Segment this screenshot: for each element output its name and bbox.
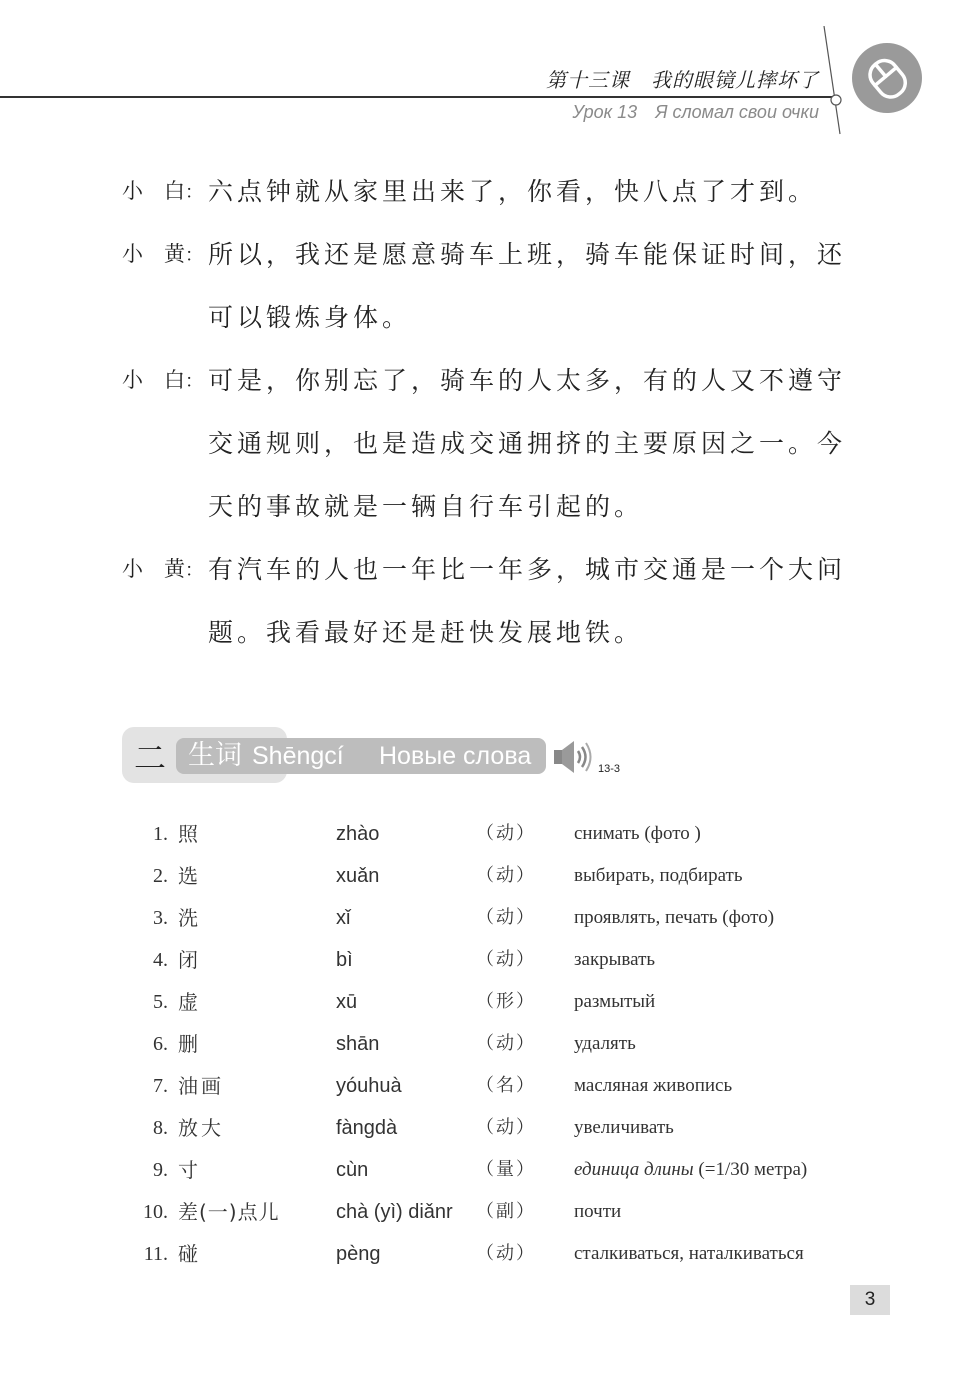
speaker-label: 小 白： [122,179,203,203]
dialogue-text: 六点钟就从家里出来了，你看，快八点了才到。 [208,177,818,206]
vocab-row [130,897,850,939]
dialogue [122,160,852,664]
vocab-translation: закрывать [574,949,656,970]
vocab-row [130,1233,850,1275]
vocab-pinyin: bì [336,949,353,971]
vocab-number: 3. [153,907,168,929]
vocab-row [130,1065,850,1107]
vocab-row [130,855,850,897]
vocab-word: 差(一)点儿 [178,1200,280,1224]
vocab-pinyin: xǐ [336,907,351,929]
speaker-icon[interactable] [552,738,594,776]
vocab-pos: （动） [476,1243,536,1264]
vocab-translation: снимать (фото ) [574,823,701,844]
vocab-number: 2. [153,865,168,887]
vocab-pos: （形） [476,991,536,1012]
vocab-word: 照 [178,822,201,846]
vocab-translation: сталкиваться, наталкиваться [574,1243,804,1264]
vocab-translation: выбирать, подбирать [574,865,743,886]
header-rule [0,96,832,98]
audio-track-code: 13-3 [598,763,621,775]
dialogue-text: 可以锻炼身体。 [208,303,412,332]
lesson-title-ru [572,102,819,123]
vocab-translation: почти [574,1201,622,1222]
vocab-translation: удалять [574,1033,636,1054]
mouse-icon [816,26,936,136]
vocab-translation: единица длины (=1/30 метра) [574,1159,808,1180]
vocab-translation: проявлять, печать (фото) [574,907,775,928]
vocab-pos: （动） [476,907,536,928]
vocab-pos: （动） [476,1033,536,1054]
vocab-pinyin: fàngdà [336,1117,398,1139]
vocab-row [130,1023,850,1065]
dialogue-text: 天的事故就是一辆自行车引起的。 [208,492,644,521]
dialogue-line [122,160,852,223]
vocab-pos: （动） [476,865,536,886]
dialogue-line [122,349,852,412]
vocab-translation: увеличивать [574,1117,674,1138]
dialogue-line [122,538,852,601]
vocab-row [130,813,850,855]
section-title-pinyin: Shēngcí [252,742,344,770]
vocab-translation: масляная живопись [574,1075,733,1096]
vocab-word: 碰 [178,1242,201,1266]
dialogue-text: 可是，你别忘了，骑车的人太多，有的人又不遵守 [208,366,847,395]
lesson-title-cn: 第十三课 我的眼镜儿摔坏了 [546,68,819,92]
lesson-number-ru: Урок 13 [572,102,638,122]
dialogue-line [122,475,852,538]
vocab-row [130,981,850,1023]
vocab-pos: （动） [476,1117,536,1138]
vocab-pinyin: cùn [336,1159,369,1181]
dialogue-line [122,223,852,286]
vocab-number: 9. [153,1159,168,1181]
vocab-number: 5. [153,991,168,1013]
vocab-word: 洗 [178,906,201,930]
lesson-name-ru: Я сломал свои очки [655,102,819,122]
vocab-number: 7. [153,1075,168,1097]
vocab-word: 放大 [178,1116,224,1140]
vocab-word: 寸 [178,1158,201,1182]
vocab-row [130,1107,850,1149]
vocab-number: 8. [153,1117,168,1139]
vocab-list [130,813,850,1275]
dialogue-line [122,601,852,664]
vocab-translation: размытый [574,991,656,1012]
vocab-pinyin: yóuhuà [336,1075,402,1097]
speaker-label: 小 黄： [122,557,203,581]
vocab-row [130,939,850,981]
vocab-pos: （量） [476,1159,536,1180]
dialogue-text: 题。我看最好还是赶快发展地铁。 [208,618,644,647]
dialogue-text: 有汽车的人也一年比一年多，城市交通是一个大问 [208,555,847,584]
dialogue-text: 所以，我还是愿意骑车上班，骑车能保证时间，还 [208,240,847,269]
section-title-cn: 生词 [188,740,242,771]
vocab-pos: （副） [476,1201,536,1222]
dialogue-line [122,286,852,349]
vocab-pinyin: chà (yì) diǎnr [336,1201,453,1223]
dialogue-text: 交通规则，也是造成交通拥挤的主要原因之一。今 [208,429,847,458]
vocab-pinyin: zhào [336,823,380,845]
vocab-pinyin: xuǎn [336,865,380,887]
speaker-label: 小 白： [122,368,203,392]
vocab-word: 闭 [178,948,201,972]
vocab-row [130,1149,850,1191]
vocab-number: 11. [143,1243,168,1265]
speaker-label: 小 黄： [122,242,203,266]
vocab-number: 1. [153,823,168,845]
vocab-pos: （名） [476,1075,536,1096]
vocab-word: 虚 [178,990,201,1014]
vocab-pinyin: xū [336,991,358,1013]
vocab-number: 6. [153,1033,168,1055]
section-title-ru: Новые слова [379,742,532,770]
vocab-word: 选 [178,864,201,888]
vocab-number: 10. [143,1201,168,1223]
dialogue-line [122,412,852,475]
vocab-word: 油画 [178,1074,224,1098]
vocab-pos: （动） [476,823,536,844]
section-number: 二 [134,739,167,777]
vocab-pinyin: shān [336,1033,380,1055]
vocab-number: 4. [153,949,168,971]
vocab-pos: （动） [476,949,536,970]
vocab-word: 删 [178,1032,201,1056]
page-number: 3 [850,1285,890,1315]
vocab-pinyin: pèng [336,1243,381,1265]
vocab-row [130,1191,850,1233]
